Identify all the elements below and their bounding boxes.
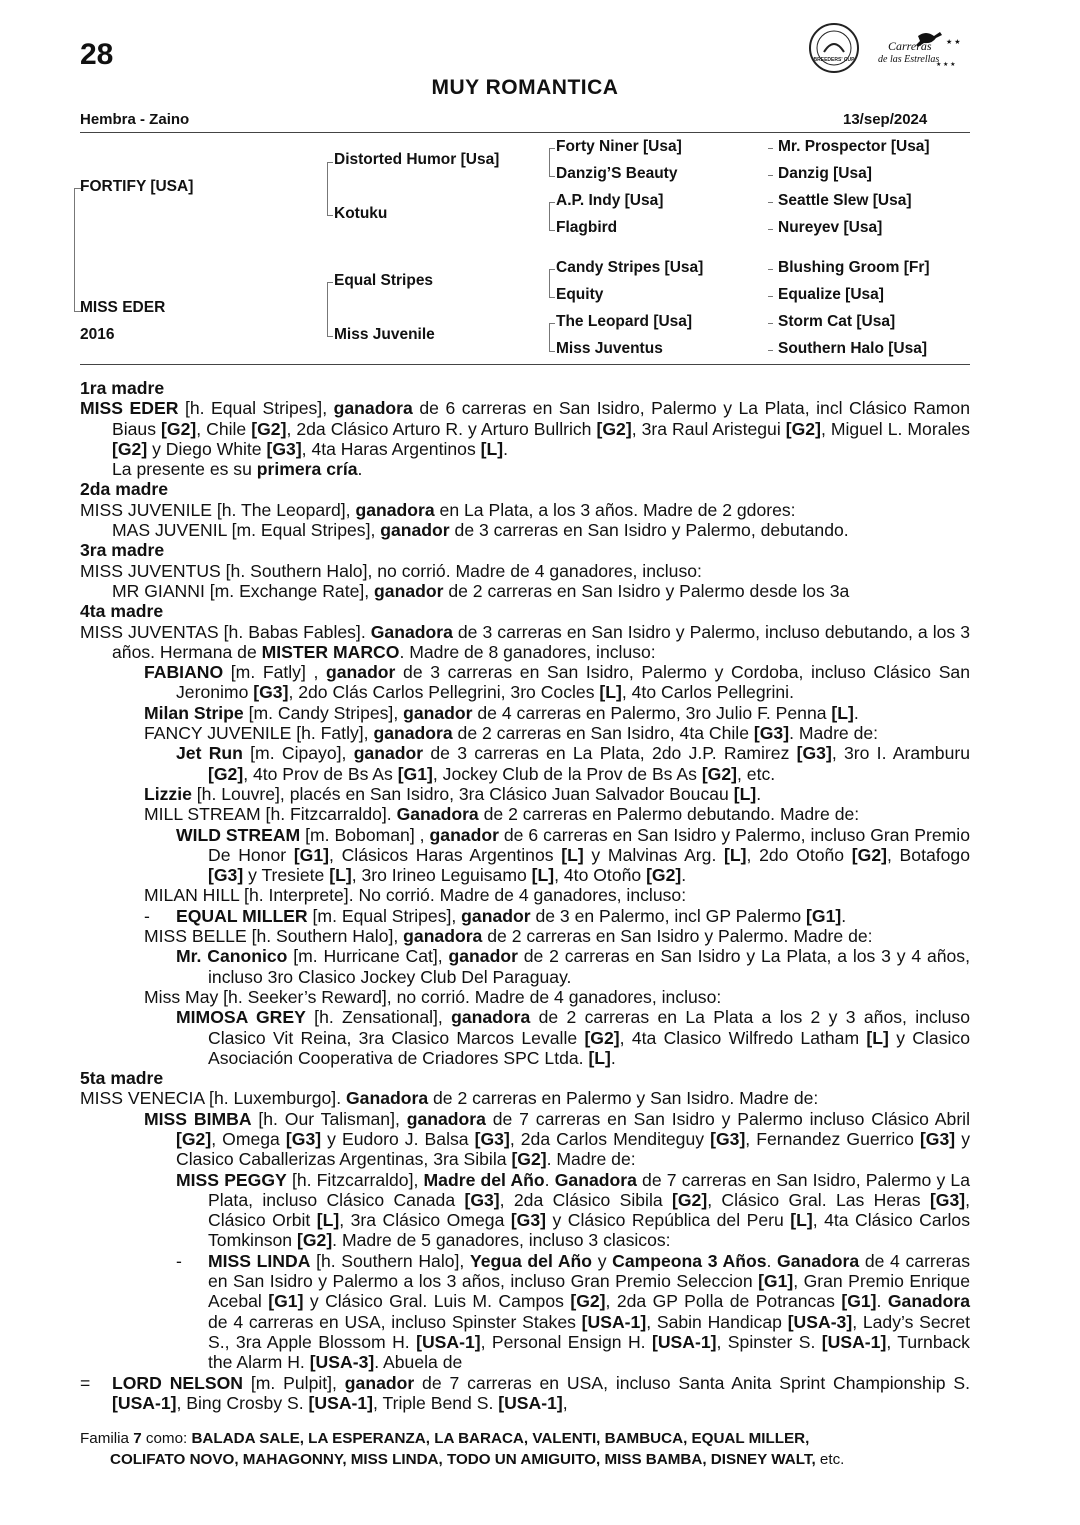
text: y Clasico Caballerizas Argentinas, 3ra Sibila: [176, 1128, 970, 1170]
bold-text: [G1]: [268, 1291, 304, 1312]
produce-record: [80, 378, 970, 1413]
text: [m. Pulpit],: [243, 1372, 345, 1393]
bold-text: [G1]: [841, 1291, 877, 1312]
bold-text: [L]: [790, 1210, 813, 1231]
dam: MISS EDER: [80, 299, 166, 316]
bold-text: Madre del Año: [423, 1169, 545, 1190]
text: de 2 carreras en San Isidro y Palermo desde los 3a: [443, 580, 850, 601]
bold-text: Jet Run: [176, 743, 243, 764]
record-entry: [80, 1109, 970, 1170]
text: , 2da Carlos Menditeguy: [509, 1128, 711, 1149]
lot-number: 28: [80, 38, 114, 71]
bold-text: [G3]: [710, 1128, 746, 1149]
text: MAS JUVENIL [m. Equal Stripes],: [112, 520, 381, 541]
bold-text: [G2]: [112, 438, 148, 459]
dam-year: 2016: [80, 326, 115, 343]
text: .: [357, 459, 363, 480]
family-line-2: [80, 1449, 970, 1470]
bold-text: [L]: [561, 844, 584, 865]
family-names-2: COLIFATO NOVO, MAHAGONNY, MISS LINDA, TODO UN AMIGUITO, MISS BAMBA, DISNEY WALT,: [110, 1451, 816, 1468]
bold-text: primera cría: [256, 459, 358, 480]
text: , 4to Prov de Bs As: [243, 763, 398, 784]
text: [m. Fatly] ,: [223, 662, 326, 683]
bold-text: [USA-1]: [581, 1311, 647, 1332]
text: , Spinster S.: [716, 1331, 822, 1352]
text: de 4 carreras en San Isidro y Palermo a los 3 años, incluso Gran Premio Seleccion: [208, 1250, 971, 1292]
bold-text: [G1]: [758, 1271, 794, 1292]
bold-text: [L]: [480, 438, 504, 459]
text: MISS JUVENTUS [h. Southern Halo], no corrió. Madre de 4 ganadores, incluso:: [80, 560, 702, 581]
gen3-item: Flagbird: [556, 219, 618, 236]
bold-text: Mr. Canonico: [176, 946, 288, 967]
gen4-item: Nureyev [Usa]: [778, 219, 883, 236]
bold-text: [USA-3]: [309, 1352, 375, 1373]
gen4-item: Southern Halo [Usa]: [778, 340, 927, 357]
record-entry: [80, 500, 970, 520]
text: .: [756, 783, 762, 804]
bold-text: [G3]: [753, 723, 790, 744]
text: de 7 carreras en San Isidro, Palermo y La Plata, incluso Clásico Canada: [208, 1169, 970, 1210]
text: de 2 carreras en La Plata a los 2 y 3 años, incluso Clasico Vit Reina, 3ra Clasico Marcos Levalle: [208, 1007, 970, 1048]
bold-text: [USA-1]: [416, 1331, 481, 1352]
text: . Madre de:: [546, 1149, 636, 1170]
bold-text: MIMOSA GREY: [176, 1007, 306, 1028]
text: , Bing Crosby S.: [176, 1392, 309, 1413]
text: [m. Candy Stripes],: [243, 702, 404, 723]
text: de 6 carreras en San Isidro y Palermo, incluso Gran Premio De Honor: [208, 824, 970, 865]
bold-text: Ganadora: [554, 1169, 637, 1190]
text: y Clasico Asociación Cooperativa de Criadores SPC Ltda.: [208, 1027, 970, 1068]
record-entry: [80, 1170, 970, 1251]
text: de 4 carreras en USA, incluso Spinster Stakes: [208, 1311, 582, 1332]
text: , Turnback the Alarm H.: [208, 1331, 970, 1373]
bold-text: [USA-3]: [787, 1311, 853, 1332]
text: .: [681, 865, 687, 886]
section-heading: 3ra madre: [80, 540, 165, 561]
text: MILL STREAM [h. Fitzcarraldo].: [144, 804, 397, 825]
bold-text: [G3]: [464, 1189, 500, 1210]
gen2-sire-dam: Kotuku: [334, 205, 388, 222]
record-entry: [80, 520, 970, 540]
bold-text: [G2]: [584, 1027, 620, 1048]
record-entry: [80, 662, 970, 703]
text: , 2da Clásico Sibila: [499, 1189, 673, 1210]
bold-text: WILD STREAM: [176, 824, 301, 845]
bold-text: Ganadora: [396, 804, 479, 825]
bold-text: [G1]: [293, 844, 329, 865]
bold-text: LORD NELSON: [112, 1372, 244, 1393]
text: , 3ro I. Aramburu: [831, 743, 970, 764]
brand-line1: Carreras: [888, 39, 932, 53]
text: , 2do Otoño: [746, 844, 852, 865]
horse-name: MUY ROMANTICA: [431, 76, 619, 99]
bold-text: Campeona 3 Años: [612, 1250, 767, 1271]
bold-text: Ganadora: [777, 1250, 860, 1271]
text: , Clásico Orbit: [208, 1189, 971, 1231]
bold-text: EQUAL MILLER: [176, 905, 308, 926]
bold-text: MISS EDER: [80, 398, 179, 419]
bold-text: FABIANO: [144, 662, 224, 683]
text: , Clásicos Haras Argentinos: [329, 844, 562, 865]
text: y Clásico República del Peru: [546, 1210, 791, 1231]
bold-text: MISS PEGGY: [176, 1169, 287, 1190]
text: , etc.: [737, 763, 776, 784]
stars-icon: ★ ★: [946, 39, 961, 46]
text: de 7 carreras en USA, incluso Santa Anita Sprint Championship S.: [414, 1372, 970, 1393]
bold-text: ganador: [326, 662, 396, 683]
bold-text: [G2]: [646, 865, 682, 886]
record-entry: [80, 459, 970, 479]
record-entry: [80, 703, 970, 723]
bold-text: ganador: [429, 824, 499, 845]
bold-text: MISTER MARCO: [261, 641, 400, 662]
bold-text: [G2]: [596, 418, 632, 439]
bold-text: [L]: [866, 1027, 889, 1048]
family-etc: etc.: [819, 1451, 845, 1468]
family-names-1: BALADA SALE, LA ESPERANZA, LA BARACA, VALENTI, BAMBUCA, EQUAL MILLER,: [191, 1430, 810, 1447]
text: FANCY JUVENILE [h. Fatly],: [144, 723, 374, 744]
text: de 6 carreras en San Isidro, Palermo y La Plata, incl Clásico Ramon Biaus: [112, 398, 970, 439]
bold-text: [G3]: [285, 1128, 322, 1149]
text: , 3ra Raul Aristegui: [631, 418, 786, 439]
record-entry: [80, 926, 970, 946]
text: , Miguel L. Morales: [820, 418, 970, 439]
bold-text: [L]: [316, 1210, 340, 1231]
text: [m. Hurricane Cat],: [287, 946, 449, 967]
family-footer: [80, 1428, 970, 1470]
text: en La Plata, a los 3 años. Madre de 2 gdores:: [434, 499, 796, 520]
record-entry: [80, 723, 970, 743]
bold-text: [G2]: [851, 844, 887, 865]
text: [h. Equal Stripes],: [178, 398, 334, 419]
gen4-item: Mr. Prospector [Usa]: [778, 138, 930, 155]
text: La presente es su: [112, 459, 257, 480]
bold-text: Yegua del Año: [469, 1250, 593, 1271]
family-como: como:: [145, 1430, 188, 1447]
logos: [808, 22, 968, 74]
sire: FORTIFY [USA]: [80, 178, 194, 195]
text: y: [592, 1250, 613, 1271]
stars-icon-2: ★ ★ ★: [936, 62, 956, 68]
text: MISS BELLE [h. Southern Halo],: [144, 926, 404, 947]
text: [h. Louvre], placés en San Isidro, 3ra Clásico Juan Salvador Boucau: [191, 783, 734, 804]
brand-line2: de las Estrellas: [878, 54, 940, 65]
bold-text: ganadora: [333, 398, 413, 419]
gen4-item: Blushing Groom [Fr]: [778, 259, 930, 276]
text: , Chile: [196, 418, 252, 439]
family-number: 7: [133, 1430, 142, 1447]
text: . Abuela de: [374, 1352, 463, 1373]
bold-text: [G2]: [251, 418, 287, 439]
text: [h. Zensational],: [305, 1007, 452, 1028]
text: , 2do Clás Carlos Pellegrini, 3ro Cocles: [288, 682, 600, 703]
bold-text: [G3]: [919, 1128, 956, 1149]
bold-text: [G3]: [510, 1210, 547, 1231]
text: .: [766, 1250, 778, 1271]
text: [m. Boboman] ,: [300, 824, 430, 845]
text: de 3 carreras en San Isidro y Palermo, incluso debutando, a los 3 años. Hermana de: [112, 621, 970, 662]
text: .: [610, 1047, 616, 1068]
section-heading: 4ta madre: [80, 601, 164, 622]
bold-text: ganador: [380, 520, 450, 541]
text: y Eudoro J. Balsa: [321, 1128, 475, 1149]
bold-text: [L]: [599, 682, 622, 703]
gen4-item: Danzig [Usa]: [778, 165, 872, 182]
entry-marker: -: [144, 905, 150, 926]
bold-text: [G2]: [785, 418, 821, 439]
bold-text: Ganadora: [370, 621, 453, 642]
record-entry: [80, 1373, 970, 1414]
text: de 2 carreras en Palermo debutando. Madre de:: [478, 804, 860, 825]
bold-text: [G2]: [161, 418, 197, 439]
gen3-item: Equity: [556, 286, 604, 303]
gen2-sire-sire: Distorted Humor [Usa]: [334, 151, 500, 168]
gen3-item: Candy Stripes [Usa]: [556, 259, 704, 276]
bold-text: MISS LINDA: [208, 1250, 311, 1271]
text: , Personal Ensign H.: [480, 1331, 652, 1352]
gen4-item: Equalize [Usa]: [778, 286, 884, 303]
text: , Jockey Club de la Prov de Bs As: [432, 763, 702, 784]
bold-text: ganador: [461, 905, 531, 926]
bold-text: [G2]: [511, 1149, 547, 1170]
bold-text: [G2]: [208, 763, 244, 784]
text: , 4to Otoño: [554, 865, 647, 886]
breeders-cup-seal-text: BREEDERS' CUP: [813, 57, 855, 63]
bold-text: Ganadora: [345, 1088, 429, 1109]
bold-text: ganadora: [355, 499, 435, 520]
record-entry: [80, 1251, 970, 1373]
text: .: [853, 702, 859, 723]
bold-text: ganador: [374, 580, 444, 601]
bold-text: [L]: [588, 1047, 611, 1068]
text: y Diego White: [147, 438, 267, 459]
gen3-item: The Leopard [Usa]: [556, 313, 693, 330]
text: de 2 carreras en San Isidro y Palermo. Madre de:: [482, 926, 873, 947]
gen3-item: A.P. Indy [Usa]: [556, 192, 664, 209]
section-heading: 1ra madre: [80, 378, 165, 398]
bold-text: [USA-1]: [821, 1331, 887, 1352]
text: de 2 carreras en Palermo y San Isidro. Madre de:: [428, 1088, 819, 1109]
gen4-item: Storm Cat [Usa]: [778, 313, 896, 330]
text: , 4ta Haras Argentinos: [301, 438, 481, 459]
record-entry: [80, 561, 970, 581]
text: de 4 carreras en Palermo, 3ro Julio F. Penna: [472, 702, 832, 723]
text: .: [876, 1291, 888, 1312]
gen4-item: Seattle Slew [Usa]: [778, 192, 912, 209]
record-entry: [80, 804, 970, 824]
bold-text: ganador: [353, 743, 424, 764]
text: , 2da GP Polla de Potrancas: [605, 1291, 842, 1312]
record-entry: [80, 987, 970, 1007]
date: 13/sep/2024: [843, 111, 928, 128]
bold-text: ganadora: [403, 926, 483, 947]
text: [h. Fitzcarraldo],: [286, 1169, 424, 1190]
bold-text: [G2]: [296, 1230, 333, 1251]
bold-text: [USA-1]: [308, 1392, 374, 1413]
bold-text: ganador: [344, 1372, 415, 1393]
text: .: [544, 1169, 555, 1190]
text: , Gran Premio Enrique Acebal: [208, 1271, 970, 1312]
text: , Triple Bend S.: [373, 1392, 499, 1413]
bold-text: ganador: [448, 946, 518, 967]
pedigree-rule: [80, 364, 970, 365]
text: .: [503, 438, 509, 459]
top-rule: [80, 132, 970, 133]
text: MISS VENECIA [h. Luxemburgo].: [80, 1088, 346, 1109]
text: MISS JUVENILE [h. The Leopard],: [80, 499, 356, 520]
bold-text: MISS BIMBA: [144, 1108, 252, 1129]
bold-text: [USA-1]: [651, 1331, 717, 1352]
text: de 3 carreras en San Isidro, Palermo y Cordoba, incluso Clásico San Jeronimo: [176, 662, 970, 703]
entry-marker: =: [80, 1372, 91, 1393]
section-heading: 5ta madre: [80, 1068, 164, 1089]
family-label: Familia: [80, 1430, 129, 1447]
text: , 3ro Irineo Leguisamo: [351, 865, 532, 886]
bold-text: [L]: [724, 844, 747, 865]
text: , 3ra Clásico Omega: [339, 1210, 511, 1231]
text: , 4ta Clasico Wilfredo Latham: [619, 1027, 867, 1048]
bold-text: [USA-1]: [112, 1392, 177, 1413]
bold-text: [G3]: [208, 865, 244, 886]
bold-text: Lizzie: [144, 783, 192, 804]
text: [m. Cipayo],: [242, 743, 354, 764]
text: de 2 carreras en San Isidro y La Plata, a los 3 y 4 años, incluso 3ro Clasico Jockey Club Del Paraguay.: [208, 946, 970, 987]
bold-text: ganador: [403, 702, 473, 723]
text: , Sabin Handicap: [646, 1311, 788, 1332]
text: de 2 carreras en San Isidro, 4ta Chile: [452, 723, 754, 744]
record-entry: [80, 398, 970, 459]
record-entry: [80, 946, 970, 987]
text: MILAN HILL [h. Interprete]. No corrió. Madre de 4 ganadores, incluso:: [144, 885, 687, 906]
text: . Madre de 5 ganadores, incluso 3 clasicos:: [332, 1230, 671, 1251]
bold-text: [L]: [531, 865, 555, 886]
gen2-dam-dam: Miss Juvenile: [334, 326, 435, 343]
bold-text: Ganadora: [887, 1291, 970, 1312]
sex-color: Hembra - Zaino: [80, 111, 190, 128]
text: .: [841, 905, 847, 926]
record-entry: [80, 825, 970, 886]
record-entry: [80, 1088, 970, 1108]
record-entry: [80, 622, 970, 663]
record-entry: [80, 581, 970, 601]
text: y Clásico Gral. Luis M. Campos: [303, 1291, 571, 1312]
text: , Botafogo: [886, 844, 970, 865]
breeders-cup-seal-icon: [808, 22, 968, 74]
text: , Clásico Gral. Las Heras: [707, 1189, 930, 1210]
bold-text: ganadora: [406, 1108, 486, 1129]
gen2-dam-sire: Equal Stripes: [334, 272, 434, 289]
bold-text: [G2]: [176, 1128, 212, 1149]
bold-text: [G3]: [253, 682, 289, 703]
text: , Omega: [211, 1128, 286, 1149]
bold-text: [G2]: [672, 1189, 708, 1210]
bold-text: [G3]: [474, 1128, 510, 1149]
text: de 3 carreras en San Isidro y Palermo, debutando.: [449, 520, 849, 541]
text: . Madre de 8 ganadores, incluso:: [399, 641, 656, 662]
text: , 4to Carlos Pellegrini.: [621, 682, 794, 703]
bold-text: [G1]: [397, 763, 433, 784]
bold-text: [G2]: [570, 1291, 606, 1312]
bold-text: [G3]: [266, 438, 302, 459]
text: y Tresiete: [243, 865, 330, 886]
bold-text: ganadora: [373, 723, 453, 744]
record-entry: [80, 743, 970, 784]
text: [h. Our Talisman],: [251, 1108, 407, 1129]
gen3-item: Miss Juventus: [556, 340, 663, 357]
entry-marker: -: [176, 1250, 182, 1271]
gen3-item: Forty Niner [Usa]: [556, 138, 682, 155]
text: . Madre de:: [789, 723, 879, 744]
section-heading: 2da madre: [80, 479, 169, 500]
text: MISS JUVENTAS [h. Babas Fables].: [80, 621, 371, 642]
text: , 4ta Clásico Carlos Tomkinson: [208, 1210, 970, 1251]
record-entry: [80, 885, 970, 905]
text: , Fernandez Guerrico: [745, 1128, 920, 1149]
record-entry: [80, 906, 970, 926]
bold-text: [L]: [329, 865, 352, 886]
text: , 2da Clásico Arturo R. y Arturo Bullrich: [286, 418, 597, 439]
text: de 3 carreras en La Plata, 2do J.P. Ramirez: [423, 743, 797, 764]
record-entry: [80, 1007, 970, 1068]
bold-text: [G3]: [796, 743, 832, 764]
text: de 3 en Palermo, incl GP Palermo: [530, 905, 807, 926]
text: MR GIANNI [m. Exchange Rate],: [112, 580, 375, 601]
bold-text: [G2]: [701, 763, 738, 784]
record-entry: [80, 784, 970, 804]
text: ,: [562, 1392, 568, 1413]
bold-text: [G1]: [806, 905, 842, 926]
text: y Malvinas Arg.: [583, 844, 725, 865]
gen3-item: Danzig’S Beauty: [556, 165, 678, 182]
text: [h. Southern Halo],: [310, 1250, 470, 1271]
bold-text: Milan Stripe: [144, 702, 244, 723]
text: Miss May [h. Seeker’s Reward], no corrió. Madre de 4 ganadores, incluso:: [144, 986, 722, 1007]
family-line-1: [80, 1428, 970, 1449]
bold-text: [USA-1]: [498, 1392, 563, 1413]
text: , Lady’s Secret S., 3ra Apple Blossom H.: [208, 1311, 970, 1352]
text: de 7 carreras en San Isidro y Palermo incluso Clásico Abril: [485, 1108, 970, 1129]
bold-text: [L]: [733, 783, 757, 804]
text: [m. Equal Stripes],: [307, 905, 462, 926]
bold-text: ganadora: [451, 1007, 531, 1028]
bold-text: [G3]: [929, 1189, 966, 1210]
bold-text: [L]: [831, 702, 854, 723]
